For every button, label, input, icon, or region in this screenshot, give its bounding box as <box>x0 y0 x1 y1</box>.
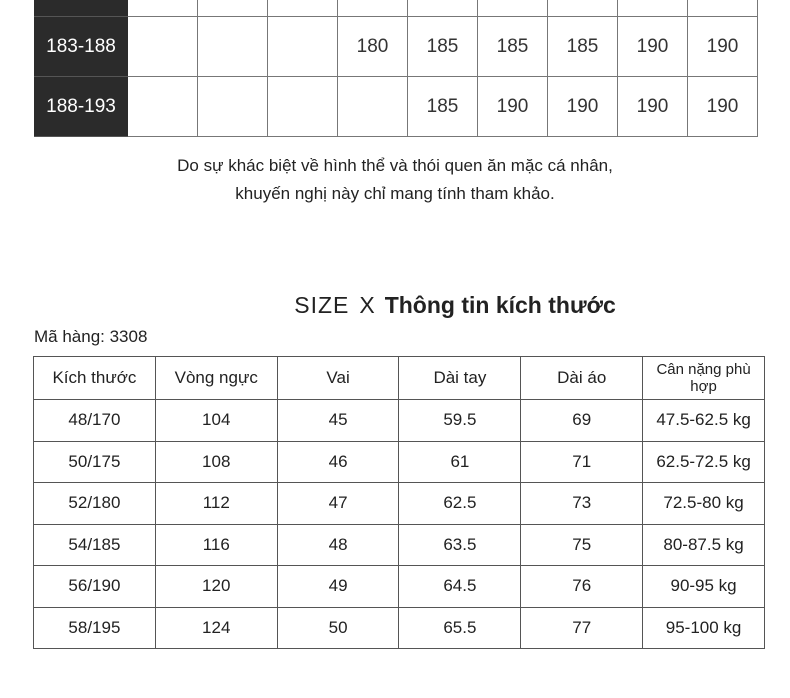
table-cell: 190 <box>618 17 688 77</box>
table-cell: 64.5 <box>399 566 521 608</box>
table-cell <box>268 77 338 137</box>
table-cell <box>128 0 198 17</box>
size-chart-table <box>33 356 765 649</box>
table-cell <box>198 17 268 77</box>
table-cell: 50/175 <box>34 441 156 483</box>
table-cell: 48 <box>277 524 399 566</box>
table-row <box>34 607 765 649</box>
table-cell <box>618 0 688 17</box>
table-cell: 90-95 kg <box>643 566 765 608</box>
table-cell <box>128 77 198 137</box>
table-cell: 75 <box>521 524 643 566</box>
table-cell: 47 <box>277 483 399 525</box>
table-cell <box>478 0 548 17</box>
table-cell: 180 <box>338 17 408 77</box>
table-row <box>35 77 758 137</box>
table-cell <box>408 0 478 17</box>
table-cell: 49 <box>277 566 399 608</box>
table-cell: 104 <box>155 400 277 442</box>
table-row <box>34 441 765 483</box>
table-cell: 46 <box>277 441 399 483</box>
table-cell: 76 <box>521 566 643 608</box>
table-cell: 50 <box>277 607 399 649</box>
table-cell <box>268 0 338 17</box>
row-header <box>35 0 128 17</box>
product-code: Mã hàng: 3308 <box>34 327 148 346</box>
table-cell: 45 <box>277 400 399 442</box>
table-cell <box>338 0 408 17</box>
table-cell: 71 <box>521 441 643 483</box>
table-cell: 63.5 <box>399 524 521 566</box>
table-row <box>34 483 765 525</box>
table-cell: 69 <box>521 400 643 442</box>
title-x-separator: X <box>359 292 375 318</box>
table-row <box>35 17 758 77</box>
table-row <box>35 0 758 17</box>
table-cell: 190 <box>688 77 758 137</box>
table-cell: 120 <box>155 566 277 608</box>
table-cell: 47.5-62.5 kg <box>643 400 765 442</box>
column-header: Cân nặng phù hợp <box>643 357 765 400</box>
table-cell: 124 <box>155 607 277 649</box>
table-cell: 190 <box>688 17 758 77</box>
disclaimer-note <box>0 152 790 208</box>
column-header: Dài áo <box>521 357 643 400</box>
disclaimer-line-2: khuyến nghị này chỉ mang tính tham khảo. <box>235 184 555 203</box>
table-cell: 95-100 kg <box>643 607 765 649</box>
table-cell: 190 <box>478 77 548 137</box>
table-cell: 59.5 <box>399 400 521 442</box>
column-header: Vòng ngực <box>155 357 277 400</box>
table-cell <box>688 0 758 17</box>
table-cell <box>198 77 268 137</box>
table-row <box>34 566 765 608</box>
table-cell: 108 <box>155 441 277 483</box>
column-header: Vai <box>277 357 399 400</box>
table-cell: 52/180 <box>34 483 156 525</box>
table-cell: 72.5-80 kg <box>643 483 765 525</box>
table-cell: 185 <box>408 77 478 137</box>
section-title <box>0 292 790 319</box>
title-size-word: SIZE <box>294 292 350 318</box>
column-header: Kích thước <box>34 357 156 400</box>
table-row <box>34 524 765 566</box>
table-cell: 185 <box>478 17 548 77</box>
table-cell <box>548 0 618 17</box>
height-recommendation-table <box>34 0 758 137</box>
table-cell: 58/195 <box>34 607 156 649</box>
table-cell: 116 <box>155 524 277 566</box>
table-row <box>34 400 765 442</box>
table-cell: 48/170 <box>34 400 156 442</box>
table-cell: 190 <box>618 77 688 137</box>
row-header: 183-188 <box>35 17 128 77</box>
table-cell: 61 <box>399 441 521 483</box>
table-cell: 190 <box>548 77 618 137</box>
table-cell: 80-87.5 kg <box>643 524 765 566</box>
table-cell: 62.5 <box>399 483 521 525</box>
table-cell <box>198 0 268 17</box>
table-cell: 73 <box>521 483 643 525</box>
table-cell: 112 <box>155 483 277 525</box>
table-cell <box>338 77 408 137</box>
table-cell <box>128 17 198 77</box>
table-cell <box>268 17 338 77</box>
table-cell: 56/190 <box>34 566 156 608</box>
table-cell: 54/185 <box>34 524 156 566</box>
row-header: 188-193 <box>35 77 128 137</box>
disclaimer-line-1: Do sự khác biệt về hình thể và thói quen ăn mặc cá nhân, <box>177 156 613 175</box>
table-cell: 62.5-72.5 kg <box>643 441 765 483</box>
column-header: Dài tay <box>399 357 521 400</box>
title-main: Thông tin kích thước <box>384 292 616 318</box>
table-header-row <box>34 357 765 400</box>
table-cell: 185 <box>408 17 478 77</box>
table-cell: 77 <box>521 607 643 649</box>
table-cell: 65.5 <box>399 607 521 649</box>
table-cell: 185 <box>548 17 618 77</box>
